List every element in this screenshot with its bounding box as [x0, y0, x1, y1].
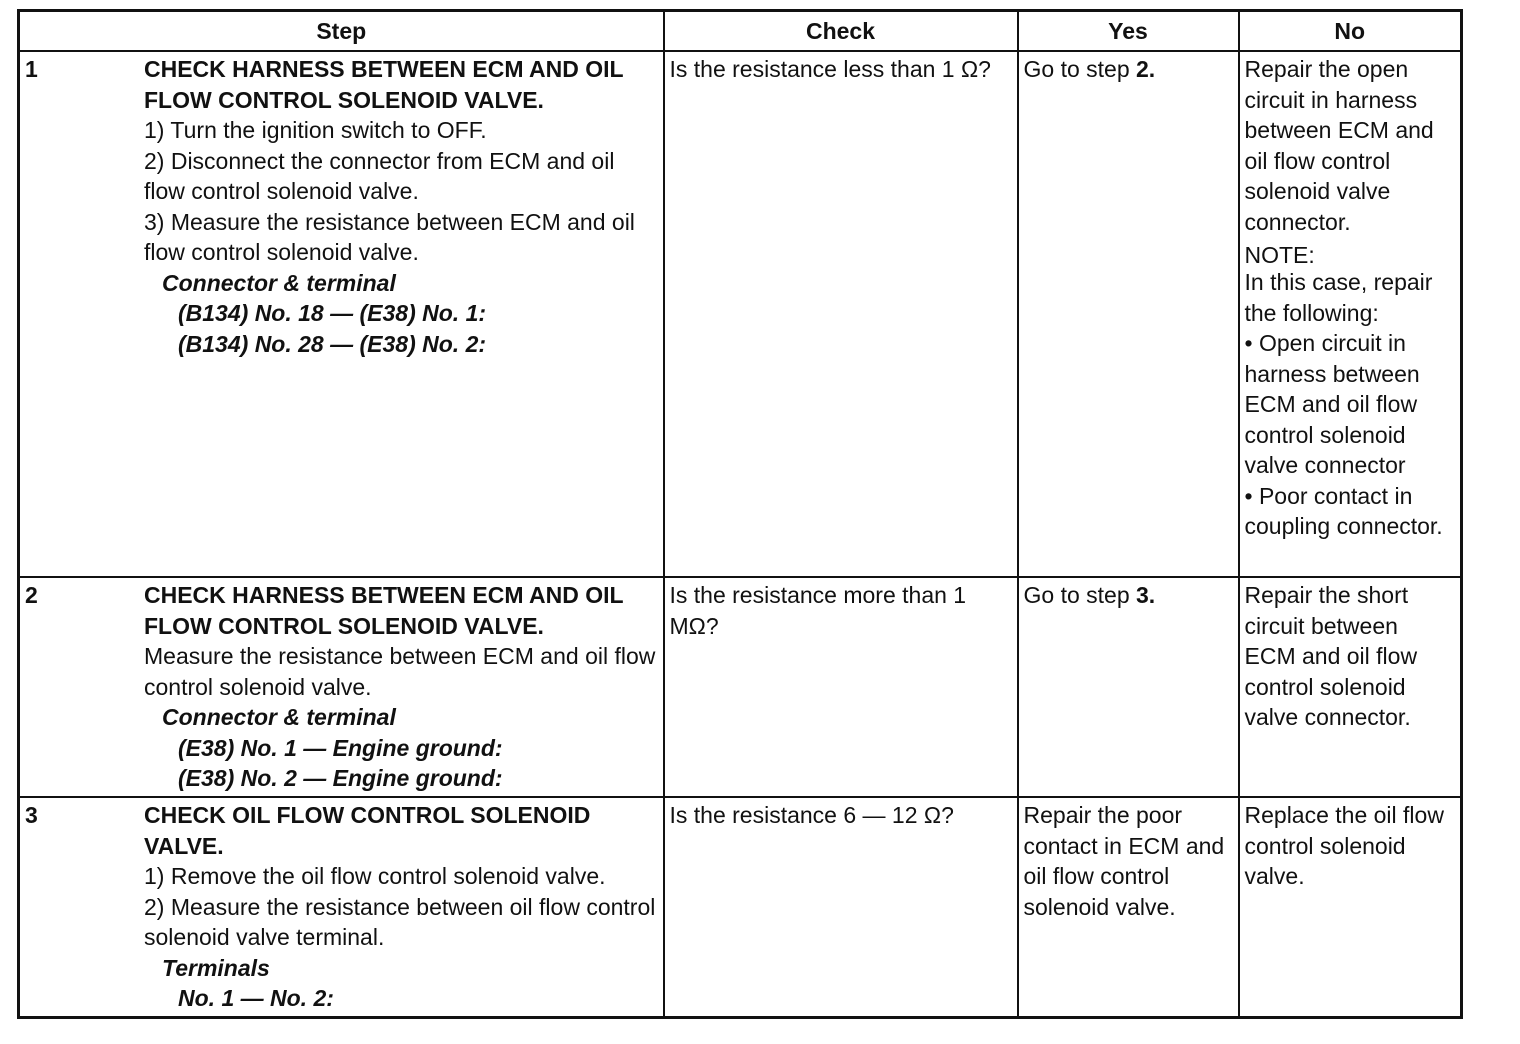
- connector-heading: Connector & terminal: [162, 704, 396, 730]
- check-cell: Is the resistance more than 1 MΩ?: [664, 577, 1018, 797]
- connector-heading: Terminals: [162, 954, 270, 981]
- yes-cell: Repair the poor contact in ECM and oil flow control solenoid valve.: [1018, 797, 1239, 1017]
- connector-item: (B134) No. 28 — (E38) No. 2:: [178, 330, 487, 357]
- header-step: Step: [19, 11, 664, 52]
- diagnostic-table: [17, 9, 1463, 1019]
- step-cell: [19, 51, 664, 577]
- yes-step-ref: 2.: [1136, 56, 1156, 82]
- connector-item: (E38) No. 1 — Engine ground:: [178, 734, 503, 761]
- connector-item: (B134) No. 18 — (E38) No. 1:: [178, 300, 487, 326]
- note-bullet: • Open circuit in harness between ECM and oil flow control solenoid valve connector: [1244, 330, 1420, 478]
- step-number: 2: [25, 582, 38, 608]
- note-bullet: • Poor contact in coupling connector.: [1244, 482, 1443, 539]
- step-instruction: 2) Disconnect the connector from ECM and oil flow control solenoid valve.: [144, 147, 615, 204]
- table-row: [19, 51, 1462, 577]
- no-cell: Replace the oil flow control solenoid valve.: [1239, 797, 1462, 1017]
- connector-item: No. 1 — No. 2:: [178, 985, 334, 1011]
- connector-item: (E38) No. 2 — Engine ground:: [178, 765, 503, 791]
- yes-cell: [1018, 51, 1239, 577]
- check-cell: Is the resistance less than 1 Ω?: [664, 51, 1018, 577]
- no-cell: [1239, 51, 1462, 577]
- header-row: [19, 11, 1462, 52]
- step-instruction: 2) Measure the resistance between oil flow control solenoid valve terminal.: [144, 893, 656, 950]
- yes-cell: [1018, 577, 1239, 797]
- step-instruction: Measure the resistance between ECM and oil flow control solenoid valve.: [144, 643, 656, 700]
- step-cell: [19, 797, 664, 1017]
- table-row: [19, 797, 1462, 1017]
- header-yes: Yes: [1018, 11, 1239, 52]
- connector-heading: Connector & terminal: [162, 269, 396, 296]
- yes-prefix: Go to step: [1023, 582, 1137, 608]
- yes-step-ref: 3.: [1136, 582, 1156, 608]
- step-instruction: 3) Measure the resistance between ECM and oil flow control solenoid valve.: [144, 208, 635, 265]
- yes-prefix: Go to step: [1023, 56, 1137, 82]
- step-instruction: 1) Remove the oil flow control solenoid valve.: [144, 863, 606, 889]
- table-row: [19, 577, 1462, 797]
- note-label: NOTE:: [1244, 242, 1315, 268]
- step-cell: [19, 577, 664, 797]
- header-check: Check: [664, 11, 1018, 52]
- note-text: In this case, repair the following:: [1244, 269, 1433, 326]
- check-cell: Is the resistance 6 — 12 Ω?: [664, 797, 1018, 1017]
- step-number: 1: [25, 56, 38, 82]
- step-title: CHECK OIL FLOW CONTROL SOLENOID VALVE.: [144, 802, 591, 859]
- step-title: CHECK HARNESS BETWEEN ECM AND OIL FLOW CONTROL SOLENOID VALVE.: [144, 56, 624, 113]
- no-text: Repair the open circuit in harness between ECM and oil flow control solenoid valve connector.: [1244, 56, 1434, 235]
- step-instruction: 1) Turn the ignition switch to OFF.: [144, 117, 487, 143]
- header-no: No: [1239, 11, 1462, 52]
- step-number: 3: [25, 802, 38, 828]
- no-cell: Repair the short circuit between ECM and oil flow control solenoid valve connector.: [1239, 577, 1462, 797]
- step-title: CHECK HARNESS BETWEEN ECM AND OIL FLOW CONTROL SOLENOID VALVE.: [144, 582, 624, 639]
